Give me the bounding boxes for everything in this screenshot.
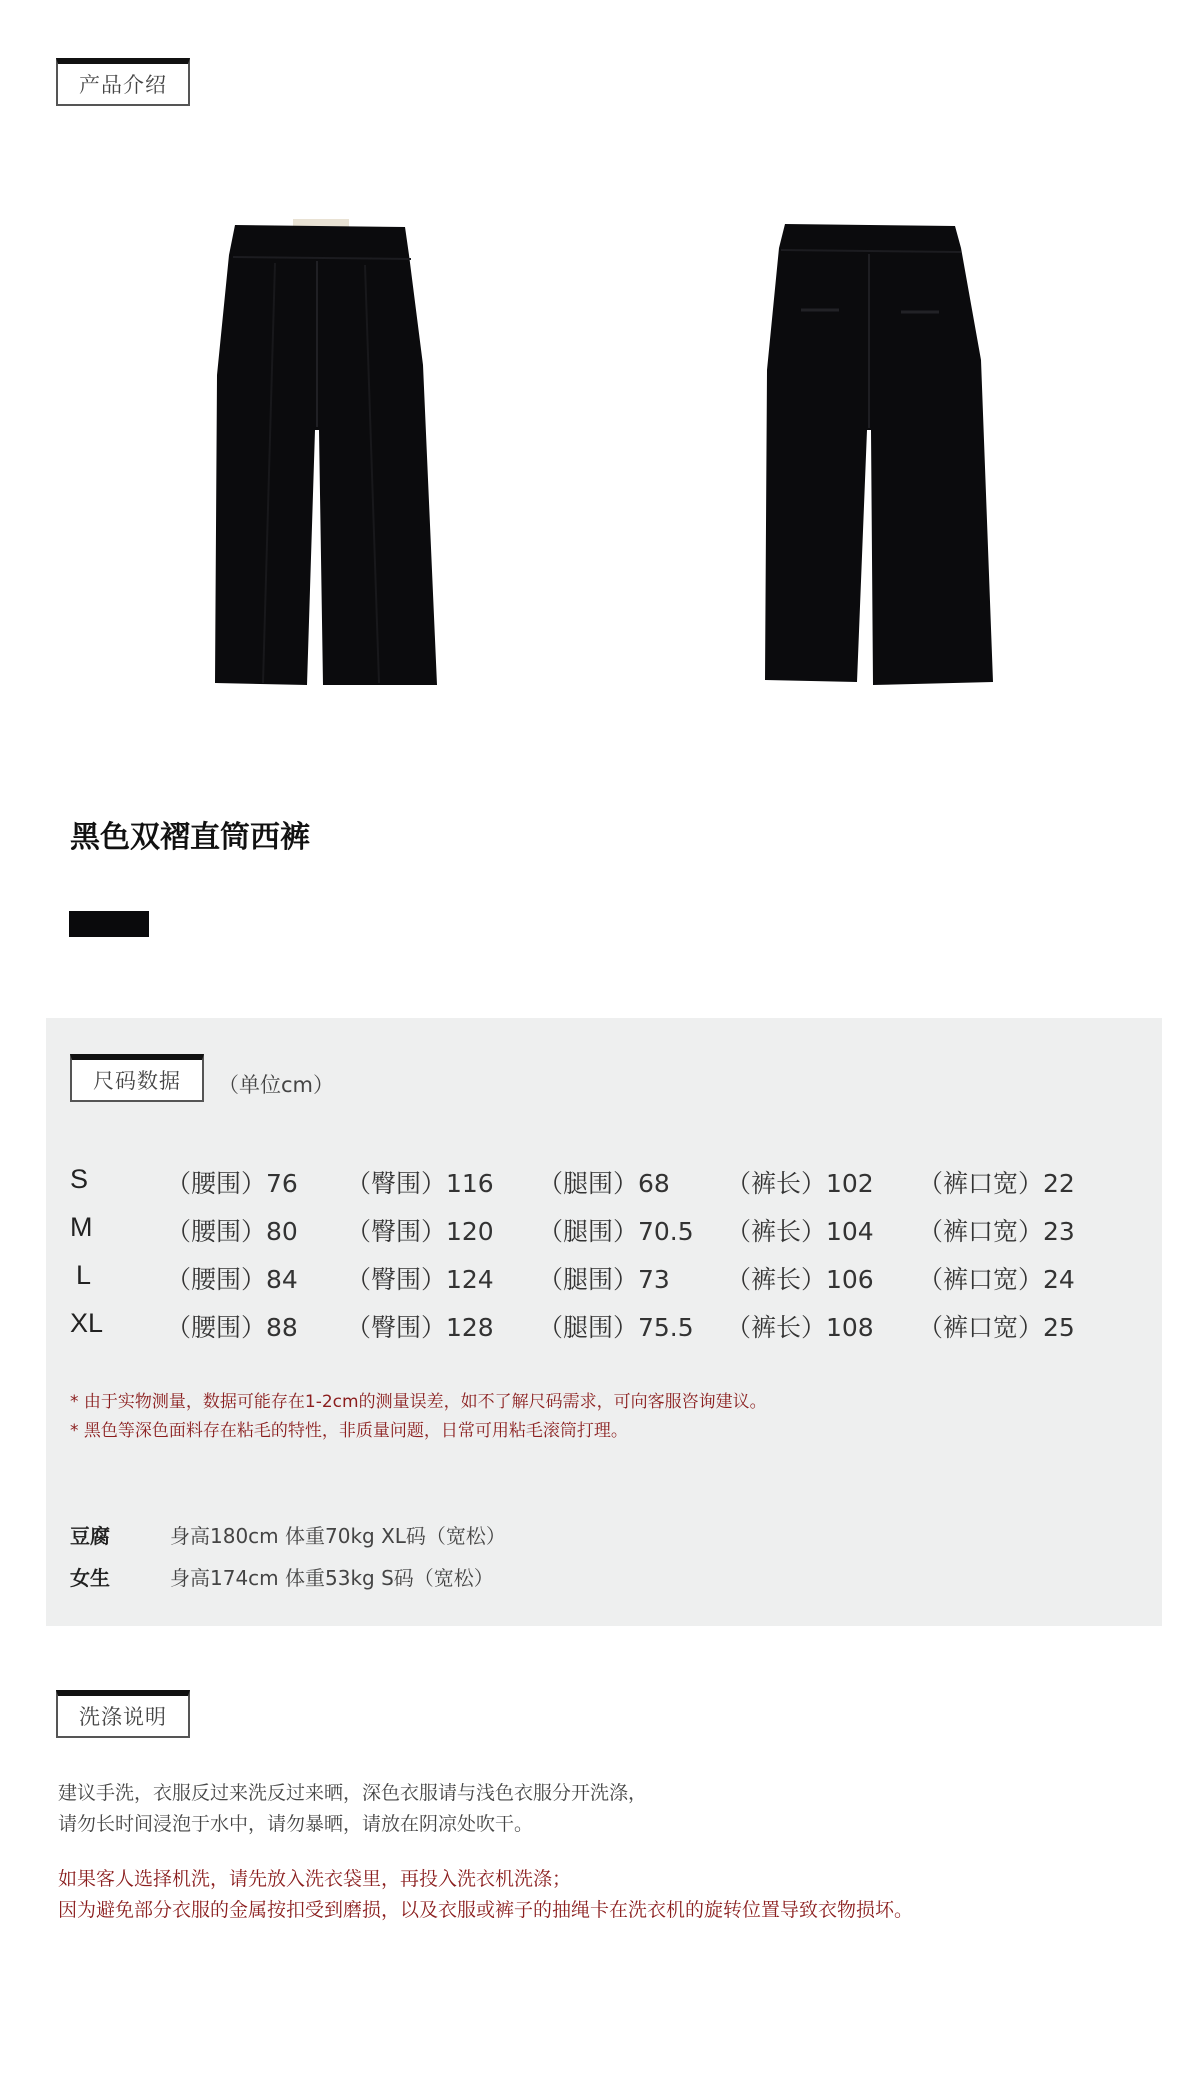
thigh-value: （腿围）68 [538,1169,670,1198]
size-row [46,1164,1162,1204]
wash-instructions [58,1778,647,1840]
size-label: XL [70,1308,104,1338]
model-name: 女生 [70,1566,110,1590]
hem-value: （裤口宽）22 [918,1169,1075,1198]
wash-line: 建议手洗，衣服反过来洗反过来晒，深色衣服请与浅色衣服分开洗涤， [58,1782,648,1804]
hip-value: （臀围）120 [346,1217,494,1246]
model-name: 豆腐 [70,1524,110,1548]
hip-value: （臀围）128 [346,1313,494,1342]
hip-value: （臀围）124 [346,1265,494,1294]
wash-warnings [58,1864,913,1926]
color-swatch [69,911,149,937]
thigh-value: （腿围）70.5 [538,1217,694,1246]
size-label: L [76,1260,92,1290]
model-info-row [70,1562,494,1592]
thigh-value: （腿围）75.5 [538,1313,694,1342]
wash-warning-line: 因为避免部分衣服的金属按扣受到磨损，以及衣服或裤子的抽绳卡在洗衣机的旋转位置导致衣物损坏。 [58,1899,914,1921]
hem-value: （裤口宽）24 [918,1265,1075,1294]
section-tag-product [56,58,190,106]
model-details: 身高180cm 体重70kg XL码（宽松） [170,1524,506,1548]
section-tag-wash [56,1690,190,1738]
hem-value: （裤口宽）25 [918,1313,1075,1342]
trousers-back-shape [765,224,993,685]
thigh-value: （腿围）73 [538,1265,670,1294]
size-note: * 由于实物测量，数据可能存在1-2cm的测量误差，如不了解尺码需求，可向客服咨询建议。 [70,1392,767,1412]
hem-value: （裤口宽）23 [918,1217,1075,1246]
product-title: 黑色双褶直筒西裤 [70,820,310,855]
section-tag-size [70,1054,204,1102]
unit-note: （单位cm） [218,1073,335,1097]
size-label: M [70,1212,93,1242]
size-label: S [70,1164,89,1194]
length-value: （裤长）102 [726,1169,874,1198]
waist-value: （腰围）84 [166,1265,298,1294]
size-row [46,1212,1162,1252]
wash-warning-line: 如果客人选择机洗，请先放入洗衣袋里，再投入洗衣机洗涤； [58,1868,572,1890]
size-row [46,1308,1162,1348]
waist-value: （腰围）88 [166,1313,298,1342]
section-tag-wash-label: 洗涤说明 [79,1705,167,1729]
length-value: （裤长）106 [726,1265,874,1294]
trousers-front-image [205,215,445,690]
model-details: 身高174cm 体重53kg S码（宽松） [170,1566,494,1590]
hip-value: （臀围）116 [346,1169,494,1198]
length-value: （裤长）104 [726,1217,874,1246]
section-tag-size-label: 尺码数据 [93,1069,181,1093]
model-info-row [70,1520,506,1550]
trousers-back-image [755,220,1005,690]
wash-line: 请勿长时间浸泡于水中，请勿暴晒，请放在阴凉处吹干。 [58,1813,534,1835]
waist-value: （腰围）80 [166,1217,298,1246]
size-row [46,1260,1162,1300]
section-tag-product-label: 产品介绍 [79,73,167,97]
length-value: （裤长）108 [726,1313,874,1342]
waist-value: （腰围）76 [166,1169,298,1198]
trousers-front-shape [215,225,437,685]
size-note: * 黑色等深色面料存在粘毛的特性，非质量问题，日常可用粘毛滚筒打理。 [70,1421,628,1441]
size-notes [70,1388,767,1446]
size-data-panel [46,1018,1162,1626]
